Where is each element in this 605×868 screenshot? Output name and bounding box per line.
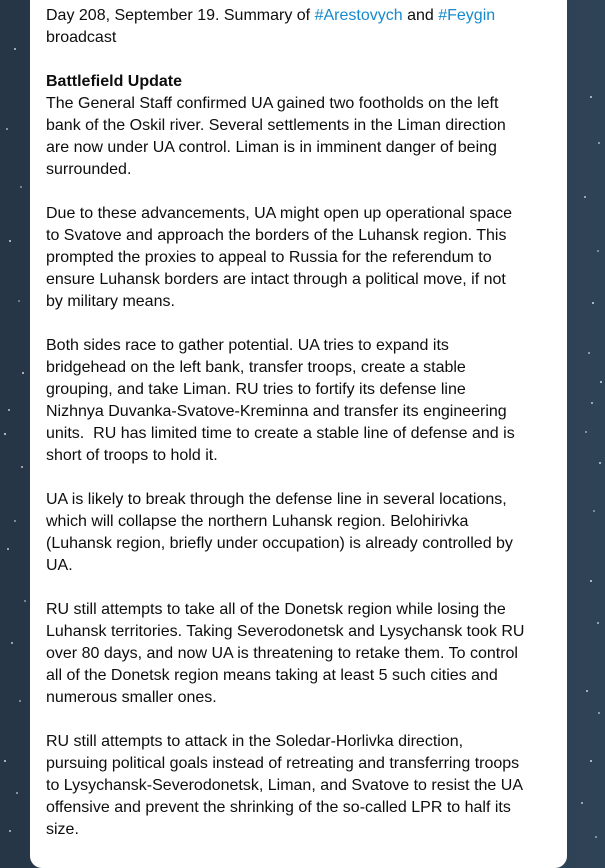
- message-paragraph: [46, 335, 557, 467]
- message-line: Nizhnya Duvanka-Svatove-Kreminna and transfer its engineering: [46, 403, 507, 420]
- message-line: offensive and prevent the shrinking of the so-called LPR to half its: [46, 799, 511, 816]
- message-line: Luhansk territories. Taking Severodonetsk and Lysychansk took RU: [46, 623, 525, 640]
- message-line: broadcast: [46, 29, 117, 46]
- message-line: The General Staff confirmed UA gained two footholds on the left: [46, 95, 499, 112]
- message-line: grouping, and take Liman. RU tries to fortify its defense line: [46, 381, 466, 398]
- message-line: pursuing political goals instead of retreating and transferring troops: [46, 755, 520, 772]
- message-line: size.: [46, 821, 79, 838]
- message-paragraph: [46, 489, 557, 577]
- message-line: to Svatove and approach the borders of the Luhansk region. This: [46, 227, 507, 244]
- message-line: bank of the Oskil river. Several settlements in the Liman direction: [46, 117, 506, 134]
- message-line: UA.: [46, 557, 73, 574]
- message-line: by military means.: [46, 293, 175, 310]
- message-line: RU still attempts to attack in the Soledar-Horlivka direction,: [46, 733, 464, 750]
- message-line: all of the Donetsk region means taking at least 5 such cities and: [46, 667, 498, 684]
- hashtag-arestovych-link[interactable]: #Arestovych: [314, 7, 403, 24]
- message-paragraph: [46, 203, 557, 313]
- message-line: bridgehead on the left bank, transfer troops, create a stable: [46, 359, 466, 376]
- section-title: Battlefield Update: [46, 73, 183, 90]
- message-paragraph: [46, 599, 557, 709]
- hashtag-feygin-link[interactable]: #Feygin: [438, 7, 496, 24]
- message-line: prompted the proxies to appeal to Russia for the referendum to: [46, 249, 492, 266]
- message-line: ensure Luhansk borders are intact through a political move, if not: [46, 271, 506, 288]
- message-line: RU still attempts to take all of the Donetsk region while losing the: [46, 601, 506, 618]
- message-line: Due to these advancements, UA might open up operational space: [46, 205, 513, 222]
- message-line: short of troops to hold it.: [46, 447, 218, 464]
- message-intro-paragraph: [46, 5, 557, 49]
- message-paragraph: [46, 71, 557, 181]
- intro-conjunction: and: [402, 7, 439, 24]
- message-line: which will collapse the northern Luhansk region. Belohirivka: [46, 513, 469, 530]
- message-line: numerous smaller ones.: [46, 689, 217, 706]
- message-line: over 80 days, and now UA is threatening to retake them. To control: [46, 645, 518, 662]
- message-line: surrounded.: [46, 161, 132, 178]
- message-line: (Luhansk region, briefly under occupation) is already controlled by: [46, 535, 513, 552]
- message-line: to Lysychansk-Severodonetsk, Liman, and Svatove to resist the UA: [46, 777, 523, 794]
- message-line: units. RU has limited time to create a stable line of defense and is: [46, 425, 515, 442]
- intro-text: Day 208, September 19. Summary of: [46, 7, 315, 24]
- message-line: Both sides race to gather potential. UA tries to expand its: [46, 337, 449, 354]
- message-intro-line: [46, 5, 557, 27]
- message-bubble[interactable]: [30, 0, 567, 868]
- background-star-dots: [0, 0, 2, 2]
- message-paragraph: [46, 731, 557, 841]
- message-line: UA is likely to break through the defense line in several locations,: [46, 491, 507, 508]
- message-line: are now under UA control. Liman is in imminent danger of being: [46, 139, 497, 156]
